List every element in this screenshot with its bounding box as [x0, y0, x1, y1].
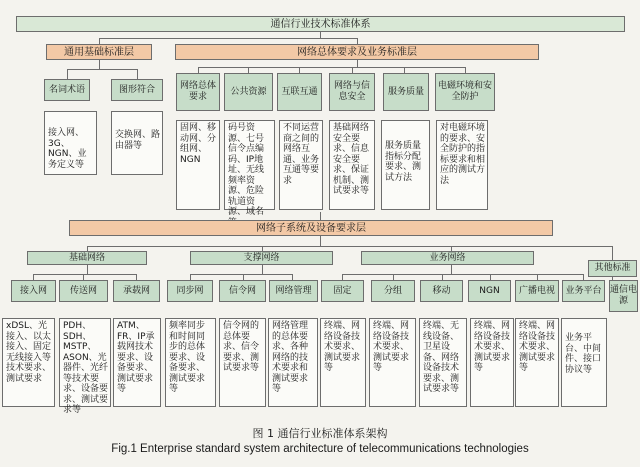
connector: [451, 265, 452, 274]
access-network-label: 接入网: [11, 280, 56, 302]
symbols-content: 交换网、路由器等: [111, 111, 163, 175]
network-management-label: 网络管理: [269, 280, 318, 302]
network-req-content: 固网、移动网、分组网、NGN: [176, 120, 220, 210]
subsystem-layer: 网络子系统及设备要求层: [69, 220, 553, 236]
power-supply-label: 通信电源: [609, 280, 638, 312]
emc-label: 电磁环境和安全防护: [435, 73, 495, 111]
general-standards-layer: 通用基础标准层: [46, 44, 152, 60]
diagram-title: 通信行业技术标准体系: [16, 16, 625, 32]
sync-network-label: 同步网: [167, 280, 213, 302]
group-support: 支撑网络: [190, 251, 333, 265]
group-basic: 基础网络: [27, 251, 147, 265]
packet-content: 终端、网络设备技术要求、测试要求等: [369, 318, 416, 407]
connector: [320, 31, 321, 38]
group-other: 其他标准: [588, 260, 637, 277]
service-quality-content: 服务质量指标分配要求、测试方法: [381, 120, 430, 210]
connector: [33, 274, 136, 275]
connector: [67, 69, 68, 79]
connector: [320, 212, 321, 220]
sync-network-content: 频率同步和时间同步的总体要求、设备要求、测试要求等: [165, 318, 216, 407]
public-resources-content: 码号资源、七号信令点编码、IP地址、无线频率资源、危险轨道资源、域名: [224, 120, 275, 210]
terms-content: 接入网、3G、NGN、业务定义等: [44, 111, 97, 175]
connector: [198, 67, 465, 68]
security-label: 网络与信息安全: [329, 73, 375, 111]
signaling-network-label: 信令网: [219, 280, 266, 302]
broadcast-tv-content: 终端、网络设备技术要求、测试要求等: [515, 318, 559, 407]
transport-network-label: 传送网: [59, 280, 108, 302]
connector: [262, 265, 263, 274]
broadcast-tv-label: 广播电视: [515, 280, 559, 302]
symbols-label: 图形符合: [111, 79, 163, 101]
terms-label: 名词术语: [44, 79, 90, 101]
mobile-label: 移动: [420, 280, 463, 302]
caption-english: Fig.1 Enterprise standard system architecture of telecommunications technologies: [111, 443, 529, 455]
network-standards-layer: 网络总体要求及业务标准层: [175, 44, 539, 60]
packet-label: 分组: [371, 280, 415, 302]
service-platform-label: 业务平台: [562, 280, 605, 302]
connector: [612, 246, 613, 260]
access-network-content: xDSL、光接入、以太接入、固定无线接入等技术要求、测试要求: [2, 318, 55, 407]
service-platform-content: 业务平台、中间件、接口协议等: [561, 318, 607, 407]
ngn-content: 终端、网络设备技术要求、测试要求等: [470, 318, 514, 407]
fixed-content: 终端、网络设备技术要求、测试要求等: [320, 318, 366, 407]
public-resources-label: 公共资源: [224, 73, 273, 111]
signaling-network-content: 信令网的总体要求、信令要求、测试要求等: [219, 318, 266, 407]
mobile-content: 终端、无线设备、卫星设备、网络设备技术要求、测试要求等: [419, 318, 467, 407]
interconnection-label: 互联互通: [277, 73, 322, 111]
interconnection-content: 不同运营商之间的网络互通、业务互通等要求: [279, 120, 323, 210]
ngn-label: NGN: [468, 280, 511, 302]
transport-network-content: PDH、SDH、MSTP、ASON、光器件、光纤等技术要求、设备要求、测试要求等: [59, 318, 111, 407]
emc-content: 对电磁环境的要求、安全防护的指标要求和相应的测试方法: [436, 120, 488, 210]
connector: [190, 274, 292, 275]
security-content: 基础网络安全要求、信息安全要求、保证机制、测试要求等: [329, 120, 375, 210]
connector: [99, 60, 100, 69]
connector: [137, 69, 138, 79]
connector: [67, 69, 137, 70]
network-management-content: 网络管理的总体要求、各种网络的技术要求和测试要求等: [268, 318, 318, 407]
caption-chinese: 图 1 通信行业标准体系架构: [252, 427, 388, 440]
bearer-network-content: ATM、FR、IP承载网技术要求、设备要求、测试要求等: [113, 318, 161, 407]
connector: [87, 265, 88, 274]
connector: [320, 236, 321, 246]
group-service: 业务网络: [361, 251, 534, 265]
connector: [357, 60, 358, 67]
connector: [99, 38, 357, 39]
connector: [87, 246, 612, 247]
bearer-network-label: 承载网: [113, 280, 160, 302]
network-req-label: 网络总体要求: [176, 73, 220, 111]
fixed-label: 固定: [321, 280, 364, 302]
service-quality-label: 服务质量: [383, 73, 429, 111]
connector: [342, 274, 583, 275]
